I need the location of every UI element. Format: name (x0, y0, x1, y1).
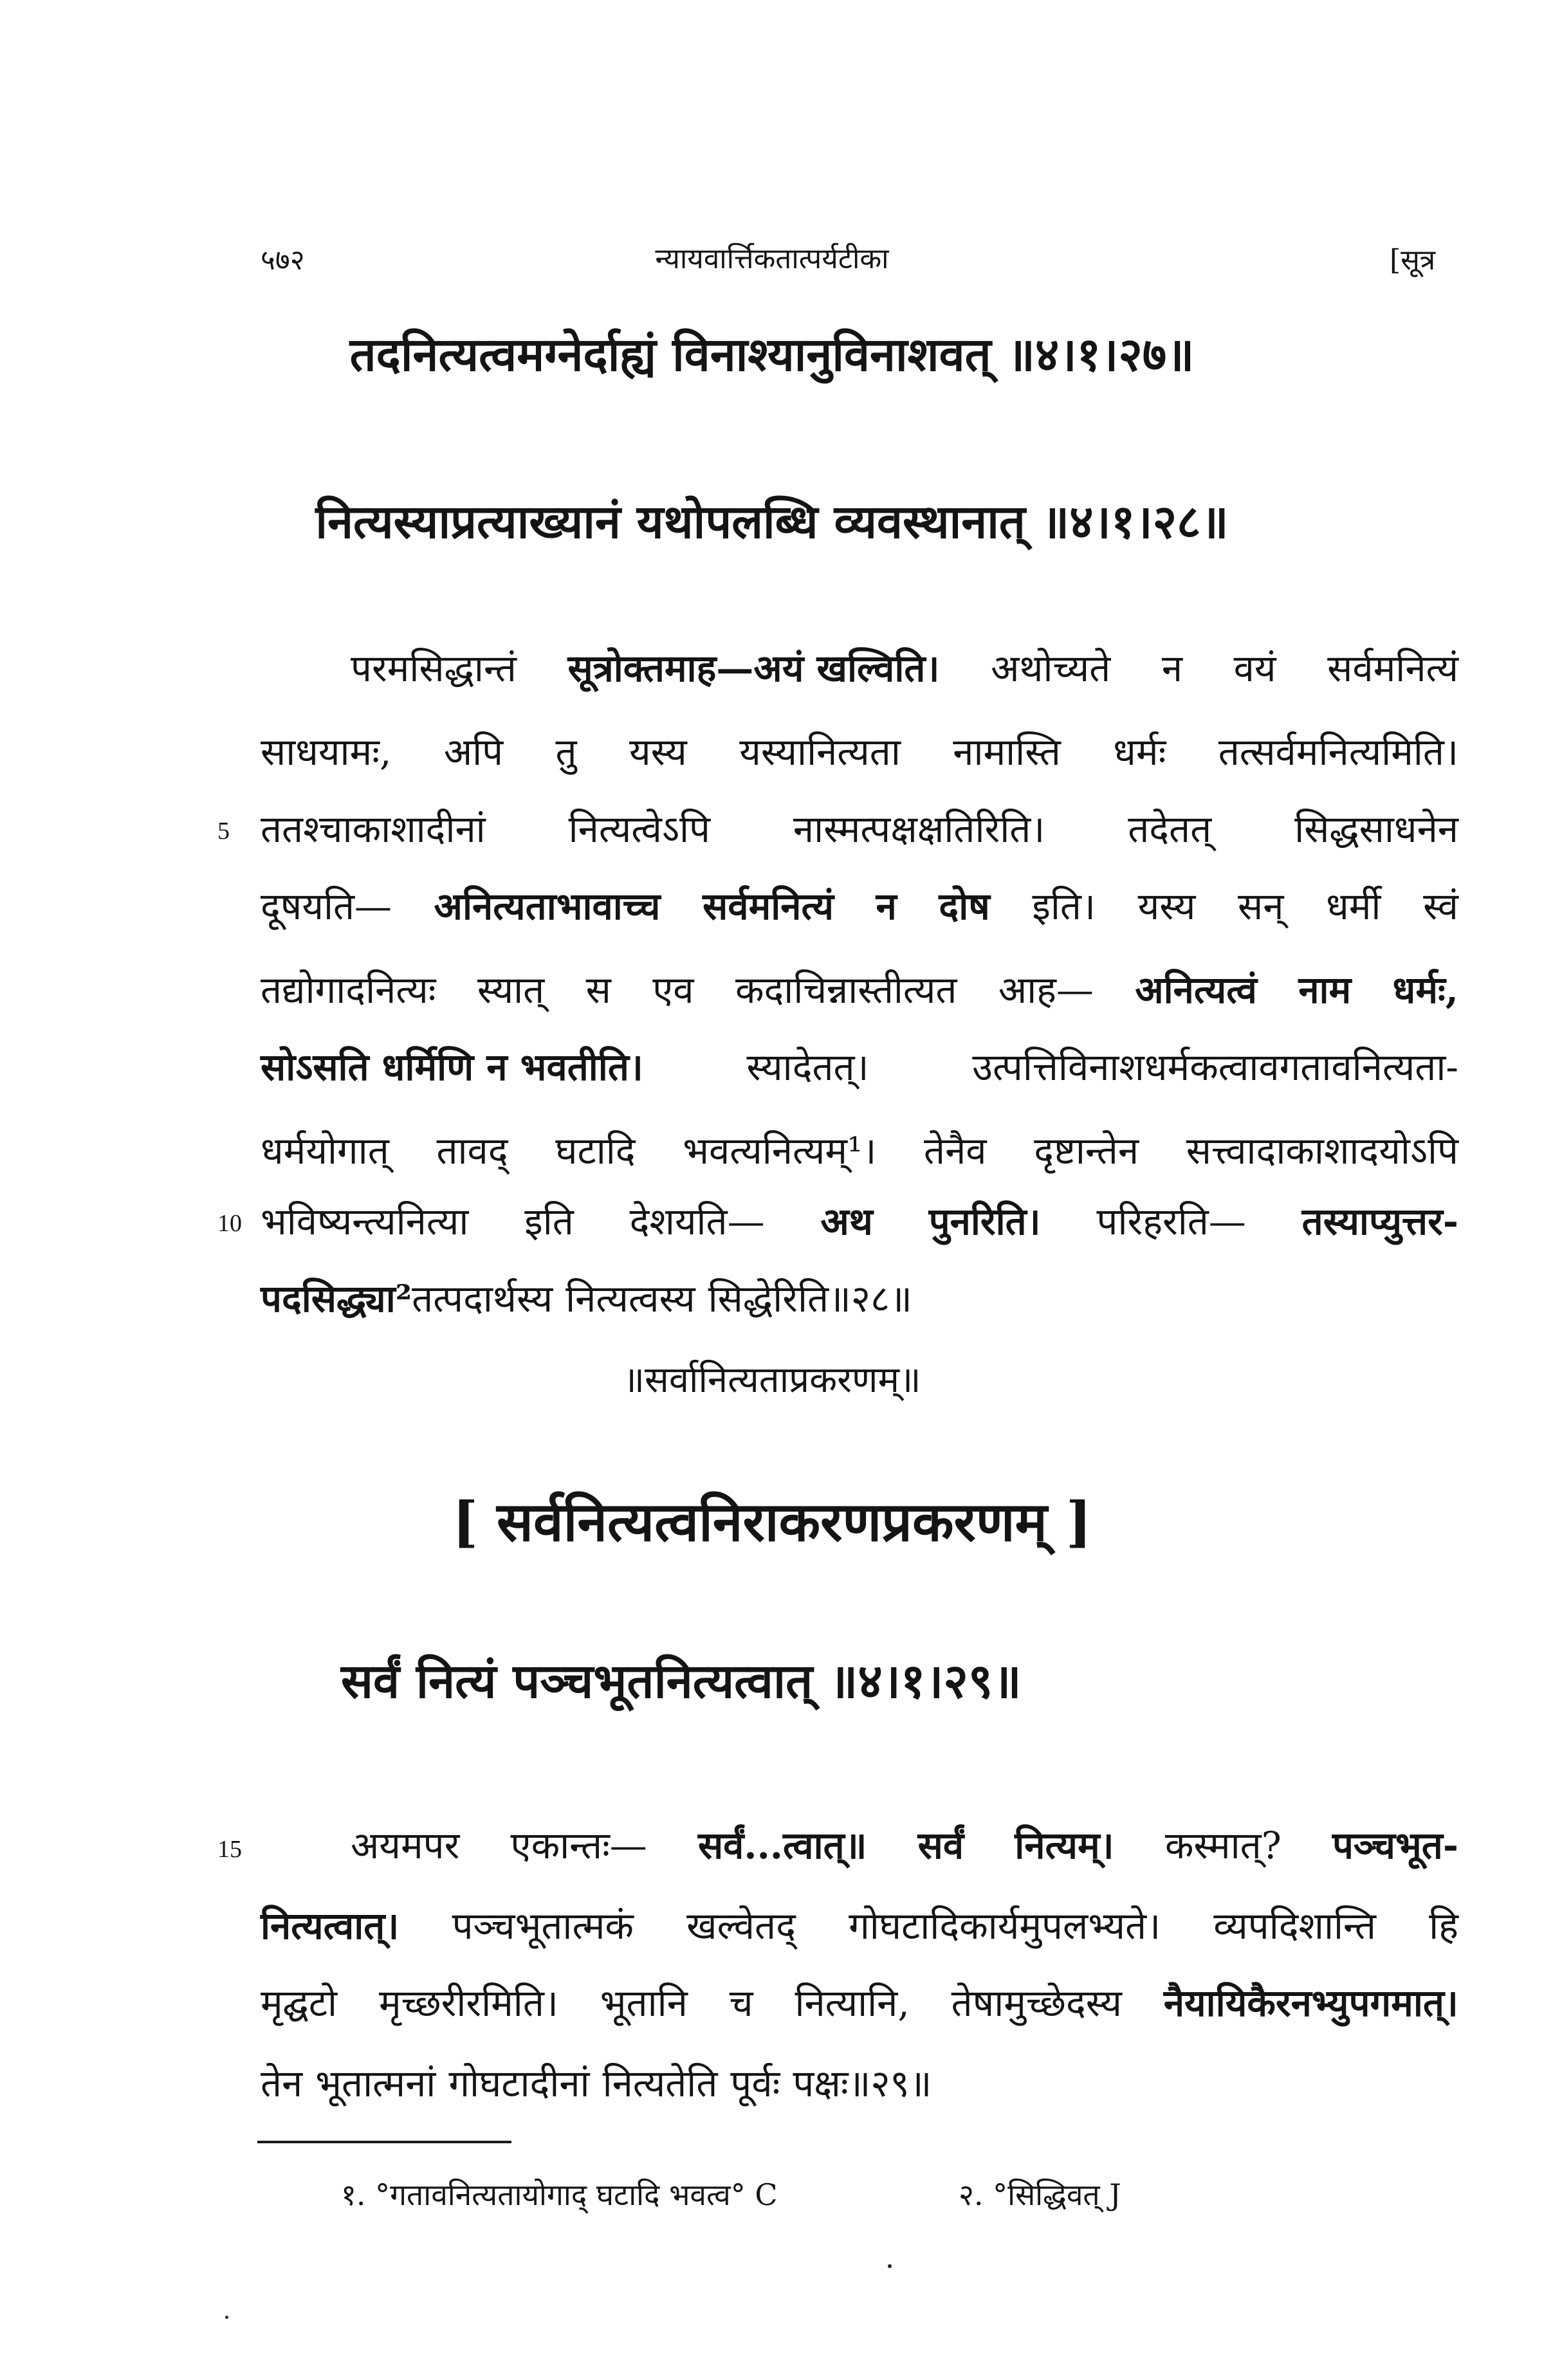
text-line (261, 1981, 1458, 2025)
text-line (351, 646, 1458, 690)
bold-segment: पदसिद्ध्या² (261, 1277, 412, 1321)
text-line (261, 884, 1458, 928)
text-line (261, 968, 1458, 1012)
bold-segment: अथ (820, 1200, 873, 1243)
text-segment: देशयति— (629, 1200, 765, 1243)
footnote-rule (257, 2141, 511, 2143)
text-segment: धर्मयोगात् (261, 1129, 389, 1173)
text-segment: सन् (1238, 884, 1284, 928)
text-segment: यस्य (1137, 884, 1196, 928)
text-segment: यस्य (629, 730, 687, 774)
text-segment: घटादि (555, 1129, 636, 1173)
text-segment: मृद्घटो (261, 1981, 338, 2025)
speck-mark (225, 2316, 228, 2319)
text-segment: साधयामः, (261, 730, 392, 774)
text-segment: गोघटादीनां (448, 2062, 590, 2105)
text-segment: मृच्छरीरमिति। (378, 1981, 558, 2025)
bold-segment: सर्वं...त्वात्॥ (697, 1824, 867, 1867)
text-segment: तेनैव (924, 1129, 987, 1173)
bold-segment: तस्याप्युत्तर- (1301, 1200, 1458, 1243)
text-line (261, 2062, 1458, 2105)
text-segment: व्यपदिशान्ति (1213, 1904, 1376, 1948)
text-segment: इति। (1032, 884, 1096, 928)
text-segment: नित्यानि, (795, 1981, 910, 2025)
text-line (261, 1045, 1458, 1089)
text-segment: नित्यत्वस्य (565, 1277, 695, 1321)
text-segment: तावद् (436, 1129, 508, 1173)
text-segment: एकान्तः— (510, 1824, 647, 1867)
bold-segment: दोष (939, 884, 990, 928)
bold-segment: सर्वं (917, 1824, 964, 1867)
text-segment: परिहरति— (1096, 1200, 1246, 1243)
text-segment: तद्योगादनित्यः (261, 968, 436, 1012)
footnote-1: १. °गतावनित्यतायोगाद् घटादि भवत्व° C (341, 2177, 778, 2212)
text-segment: सत्त्वादाकाशादयोऽपि (1186, 1129, 1458, 1173)
text-segment: अयमपर (351, 1824, 460, 1867)
text-segment: आह— (998, 968, 1094, 1012)
text-line (261, 730, 1458, 774)
text-segment: दृष्टान्तेन (1034, 1129, 1139, 1173)
text-line (261, 1277, 1458, 1321)
text-segment: भूतानि (600, 1981, 688, 2025)
text-segment: दूषयति— (261, 884, 392, 928)
text-segment: नित्यत्वेऽपि (568, 807, 710, 851)
text-segment: अथोच्यते (991, 646, 1111, 690)
text-segment: पूर्वः (730, 2062, 780, 2105)
text-line (351, 1824, 1458, 1867)
text-segment: तत्पदार्थस्य (412, 1277, 553, 1321)
text-segment: न (1161, 646, 1183, 690)
bold-segment: अनित्यताभावाच्च (434, 884, 661, 928)
bold-segment: नाम (1298, 968, 1352, 1012)
footnote-2: २. °सिद्धिवत् J (959, 2177, 1121, 2212)
bold-segment: पुनरिति। (928, 1200, 1041, 1243)
text-segment: कस्मात्? (1164, 1824, 1282, 1867)
text-segment: वयं (1233, 646, 1276, 690)
text-segment: भूतात्मनां (315, 2062, 436, 2105)
text-segment: स्यात् (477, 968, 545, 1012)
bold-segment: नित्यत्वात्। (261, 1904, 400, 1948)
text-segment: तत्सर्वमनित्यमिति। (1218, 730, 1458, 774)
text-segment: स्वं (1423, 884, 1458, 928)
text-segment: धर्मः (1113, 730, 1166, 774)
text-segment: स (585, 968, 611, 1012)
sutra-27: तदनित्यत्वमग्नेर्दाह्यं विनाश्यानुविनाशवत् ॥४।१।२७॥ (349, 327, 1195, 381)
line-number-10: 10 (217, 1210, 242, 1237)
text-segment: तदेतत् (1128, 807, 1212, 851)
text-segment: नास्मत्पक्षक्षतिरिति। (793, 807, 1045, 851)
text-segment: च (729, 1981, 753, 2025)
text-segment: सिद्धेरिति॥२८॥ (708, 1277, 912, 1321)
section-title: [ सर्वनित्यत्वनिराकरणप्रकरणम् ] (452, 1490, 1092, 1553)
line-number-15: 15 (217, 1836, 242, 1863)
text-segment: भवत्यनित्यम्¹। (683, 1129, 877, 1173)
text-segment: नामास्ति (953, 730, 1061, 774)
text-segment: तेन (261, 2062, 303, 2105)
bold-segment: सोऽसति धर्मिणि न भवतीति। (261, 1045, 643, 1089)
sutra-28: नित्यस्याप्रत्याख्यानं यथोपलब्धि व्यवस्थानात् ॥४।१।२८॥ (315, 494, 1229, 549)
bold-segment: सूत्रोक्तमाह—अयं खल्विति। (567, 646, 940, 690)
text-segment: खल्वेतद् (686, 1904, 796, 1948)
text-line (261, 1129, 1458, 1173)
text-segment: अपि (443, 730, 504, 774)
text-segment: स्यादेतत्। (746, 1045, 869, 1089)
text-segment: सर्वमनित्यं (1327, 646, 1458, 690)
text-segment: हि (1429, 1904, 1458, 1948)
running-title: न्यायवार्त्तिकतात्पर्यटीका (655, 243, 889, 275)
bold-segment: पञ्चभूत- (1332, 1824, 1458, 1867)
text-segment: कदाचिन्नास्तीत्यत (735, 968, 957, 1012)
bold-segment: नित्यम्। (1015, 1824, 1114, 1867)
sutra-29: सर्वं नित्यं पञ्चभूतनित्यत्वात् ॥४।१।२९॥ (341, 1654, 1022, 1709)
bold-segment: धर्मः, (1392, 968, 1458, 1012)
text-segment: नित्यतेति (602, 2062, 718, 2105)
page-number: ५७२ (261, 244, 305, 277)
text-segment: तेषामुच्छेदस्य (951, 1981, 1122, 2025)
text-segment: पक्षः॥२९॥ (793, 2062, 932, 2105)
bold-segment: सर्वमनित्यं (703, 884, 834, 928)
bold-segment: अनित्यत्वं (1135, 968, 1257, 1012)
text-line (261, 807, 1458, 851)
section-reference: [सूत्र (1390, 244, 1436, 277)
text-segment: यस्यानित्यता (739, 730, 901, 774)
speck-mark (888, 2264, 892, 2268)
text-segment: ततश्चाकाशादीनां (261, 807, 486, 851)
bold-segment: नैयायिकैरनभ्युपगमात्। (1163, 1981, 1458, 2025)
text-line (261, 1904, 1458, 1948)
text-segment: सिद्धसाधनेन (1294, 807, 1458, 851)
colophon: ॥सर्वानित्यताप्रकरणम्॥ (623, 1359, 921, 1401)
text-segment: तु (555, 730, 577, 774)
text-segment: पञ्चभूतात्मकं (452, 1904, 634, 1948)
text-segment: गोघटादिकार्यमुपलभ्यते। (849, 1904, 1161, 1948)
text-segment: भविष्यन्त्यनित्या (261, 1200, 469, 1243)
text-segment: धर्मी (1326, 884, 1381, 928)
text-segment: इति (524, 1200, 574, 1243)
text-segment: उत्पत्तिविनाशधर्मकत्वावगतावनित्यता- (972, 1045, 1458, 1089)
text-segment: एव (652, 968, 694, 1012)
text-segment: परमसिद्धान्तं (351, 646, 517, 690)
bold-segment: न (876, 884, 897, 928)
line-number-5: 5 (217, 818, 230, 845)
text-line (261, 1200, 1458, 1243)
